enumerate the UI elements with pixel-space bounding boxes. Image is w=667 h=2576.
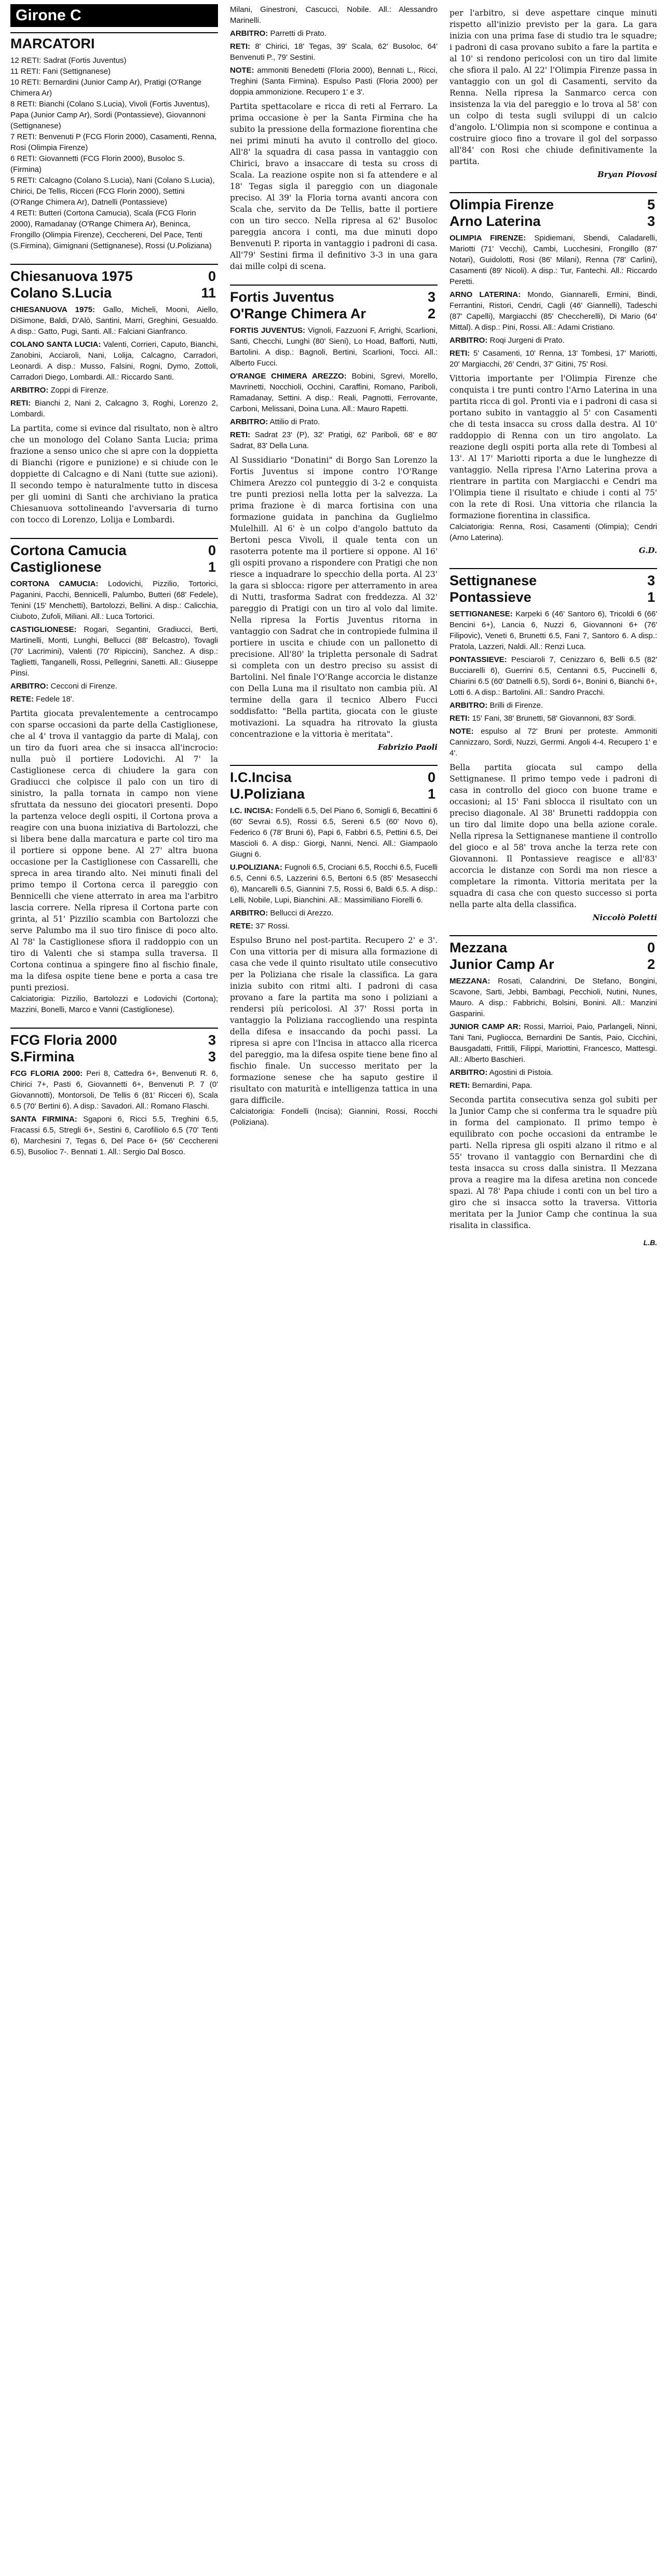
home-score: 3 bbox=[427, 289, 435, 305]
lineup-fact: ARNO LATERINA: Mondo, Giannarelli, Ermini, Bindi, Ferrantini, Ristori, Cendri, Cagli (46' Giannelli), Tadeschi (87' Capelli), Margiacchi (85' Checcherelli), Di Mario (64' Mittal). A disp.: Pini, Rossi. All.: Adami Cristiano. bbox=[450, 290, 657, 332]
lineup-fact: FORTIS JUVENTUS: Vignoli, Fazzuoni F, Arrighi, Scarlioni, Santi, Checchi, Lunghi (80' Sieni), Lo Hoad, Bafforti, Nutti, Bartolini. A disp.: Bagnoli, Bertini, Scarlioni, Tocci. All.: Alberto Fucci. bbox=[230, 326, 438, 368]
scorer-line: 6 RETI: Giovannetti (FCG Florin 2000), Busoloc S. (Firmina) bbox=[10, 154, 185, 174]
match-report: Bella partita giocata sul campo della Settignanese. Il primo tempo vede i padroni di casa in controllo del gioco con buone trame e occasioni; al 15' Fani sblocca il risultato con un preciso diagonale. Al 38' Brunetti raddoppia con un tiro dal limite dopo una bella azione corale. Nella ripresa la Settignanese mantiene il controllo del gioco e al 58' trova anche la terza rete con Giovannoni. Il Pontassieve reagisce e all'83' accorcia le distanze con Sordi ma non riesce a completare la rimonta. Vittoria meritata per la squadra di casa che con questo successo si porta nella parte alta della classifica. bbox=[450, 763, 657, 909]
lineup-fact: SETTIGNANESE: Karpeki 6 (46' Santoro 6), Tricoldi 6 (66' Bencini 6+), Lancia 6, Nuzzi 6, Giovannoni 6+ (76' Filipovic), Veneti 6, Brunetti 6.5, Fani 7, Santoro 6. A disp.: Pratola, Lazzeri, Naldi. All.: Renzi Luca. bbox=[450, 610, 657, 651]
away-team: Pontassieve bbox=[450, 589, 532, 605]
scorer-line: 12 RETI: Sadrat (Fortis Juventus) bbox=[10, 56, 127, 65]
home-team: Olimpia Firenze bbox=[450, 197, 554, 212]
referee-fact: ARBITRO: Bellucci di Arezzo. bbox=[230, 909, 334, 918]
away-team: Junior Camp Ar bbox=[450, 956, 554, 972]
match-fcg bbox=[10, 1028, 218, 1157]
column-3 bbox=[450, 4, 657, 2566]
away-score: 3 bbox=[208, 1049, 216, 1064]
away-team: Arno Laterina bbox=[450, 213, 541, 229]
home-team-row bbox=[230, 289, 438, 305]
referee-fact: ARBITRO: Attilio di Prato. bbox=[230, 417, 320, 426]
match-report: Partita giocata prevalentemente a centrocampo con sparse occasioni da parte della Castiglionese, che al 4' trova il vantaggio da parte di Malaj, con un tiro da fuori area che si insacca all'incrocio: nulla può il portiere Lodovichi. Al 7' la Castiglionese cerca di chiudere la gara con Gradiucci che colpisce il palo con un tiro di sinistro, la palla tornata in campo non viene sfruttata da nessuno dei giocatori presenti. Dopo la partenza veloce degli ospiti, il Cortona prova a reagire con una buona iniziativa di Bartolozzi, che si libera bene dalla marcatura e parte col tiro ma il portiere si oppone bene. Al 27' altra buona occasione per la Castiglionese con Cassarelli, che spreca in area tirando alto. Nei minuti finali del primo tempo il Cortona cerca il pareggio con Bennicelli che viene atterrato in area ma l'arbitro lascia correre. Nella ripresa il Cortona parte con grinta, al 51' Pizzilio scambia con Bartolozzi che serve Palumbo ma il suo tiro finisce di poco alto. Al 78' la Castiglionese sfiora il raddoppio con un tiro di Valenti che si stampa sulla traversa. Il Cortona continua a spingere fino al fischio finale, ma la difesa ospite tiene bene e porta a casa tre punti preziosi. bbox=[10, 709, 218, 992]
match-header bbox=[450, 192, 657, 230]
column-1 bbox=[10, 32, 218, 2566]
match-report: Partita spettacolare e ricca di reti al Ferraro. La prima occasione è per la Santa Firmina che ha subito la pressione della formazione fiorentina che nei primi minuti ha avuto il controllo del gioco. All'8' la squadra di casa passa in vantaggio con Chirici, bravo a insaccare di testa su cross di Scala. La reazione ospite non si fa attendere e al 18' Tegas sigla il pareggio con un diagonale preciso. Al 39' la Floria torna avanti ancora con Scala che, servito da De Tellis, batte il portiere con un tiro secco. Nella ripresa al 62' Busoloc pareggia ancora i conti, ma due minuti dopo Benvenuti P. riporta in vantaggio i padroni di casa. All'79' Sestini firma il definitivo 3-3 in una gara dai mille colpi di scena. bbox=[230, 102, 438, 271]
match-report: La partita, come si evince dal risultato, non è altro che un monologo del Colano Santa Lucia; prima frazione a senso unico che si apre con la doppietta di Bianchi (rigore e punizione) e si chiude con le doppiette di Calcagno e di Nani (tutte sue azioni). Il secondo tempo è naturalmente tutto in discesa per gli uomini di Santi che archiviano la pratica Chiesanuova sottolineando l'avversaria di turno con tocco di Lorenzo, Lolija e Lombardi. bbox=[10, 424, 218, 524]
scorer-line: 4 RETI: Butteri (Cortona Camucia), Scala (FCG Florin 2000), Ramadanay (O'Range Chimera Ar), Beninca, Frongillo (Olimpia Firenze), Cecchereni, Del Pace, Tenti (S.Firmina), Gimignani (Settignanese), Rossi (U.Poliziana) bbox=[10, 209, 212, 250]
lineup-fact: I.C. INCISA: Fondelli 6.5, Del Piano 6, Somigli 6, Becattini 6 (60' Sevrai 6.5), Rossi 6.5, Sereni 6.5 (60' Novo 6), Federico 6 (78' Bruni 6), Papi 6, Fabbri 6.5, Pettini 6.5, Dei Mascioli 6. A disp.: Giorgi, Nanni, Nenci. All.: Giampaolo Giugni 6. bbox=[230, 806, 438, 859]
lineup-fact: OLIMPIA FIRENZE: Spidiemani, Sbendi, Caladarelli, Mariotti (71' Vecchi), Cambi, Lucchesini, Frongillo (87' Notari), Guidolotti, Rosi (86' Milani), Renna (78' Carlini), Casamenti (89' Nicoli). A disp.: Tur, Fantechi. All.: Riccardo Peretti. bbox=[450, 234, 658, 286]
scorer-line: 5 RETI: Calcagno (Colano S.Lucia), Nani (Colano S.Lucia), Chirici, De Tellis, Ricceri (FCG Florin 2000), Settini (O'Range Chimera Ar), Datnelli (Pontassieve) bbox=[10, 176, 215, 207]
away-score: 2 bbox=[647, 956, 655, 972]
home-score: 5 bbox=[647, 197, 655, 212]
byline: Bryan Piovosi bbox=[597, 170, 657, 179]
home-team: FCG Floria 2000 bbox=[10, 1032, 117, 1048]
scorers-title: MARCATORI bbox=[10, 32, 218, 52]
match-settignanese bbox=[450, 568, 657, 923]
scorer-line: 11 RETI: Fani (Settignanese) bbox=[10, 67, 111, 76]
match-olimpia bbox=[450, 192, 657, 556]
away-score: 3 bbox=[647, 213, 655, 229]
scorer-line: 7 RETI: Benvenuti P (FCG Florin 2000), Casamenti, Renna, Rosi (Olimpia Firenze) bbox=[10, 132, 217, 152]
away-score: 1 bbox=[647, 589, 655, 605]
home-team: Cortona Camucia bbox=[10, 543, 127, 558]
section-header: Girone C bbox=[10, 4, 218, 27]
home-team-row bbox=[10, 542, 218, 559]
home-team: Mezzana bbox=[450, 940, 508, 955]
home-team: Settignanese bbox=[450, 573, 537, 588]
match-chiesanuova bbox=[10, 264, 218, 525]
ratings-note: Calciatorigia: Pizzilio, Bartolozzi e Lodovichi (Cortona); Mazzini, Bonelli, Marco e Vanni (Castiglionese). bbox=[10, 994, 218, 1014]
lineup-fact: Milani, Ginestroni, Cascucci, Nobile. All.: Alessandro Marinelli. bbox=[230, 5, 438, 25]
match-header bbox=[10, 1028, 218, 1065]
lineup-fact: JUNIOR CAMP AR: Rossi, Marrioi, Paio, Parlangeli, Ninni, Tani Tani, Pugliocca, Bernardini De Santis, Paio, Cicchini, Bausgadatti, Frittili, Filippi, Mariottini, Francesco, Mattesgi. All.: Alberto Baschieri. bbox=[450, 1022, 657, 1064]
match-header bbox=[10, 538, 218, 575]
away-score: 1 bbox=[427, 786, 435, 802]
match-fortis bbox=[230, 285, 438, 752]
match-fcg-continued bbox=[230, 4, 438, 272]
goals-fact: RETI: Bianchi 2, Nani 2, Calcagno 3, Roghi, Lorenzo 2, Lombardi. bbox=[10, 399, 218, 419]
notes-fact: NOTE: ammoniti Benedetti (Floria 2000), Bennati L., Ricci, Treghini (Santa Firmina). Espulso Pasti (Floria 2000) per doppia ammonizione. Recupero 1' e 3'. bbox=[230, 66, 438, 97]
away-team-row bbox=[230, 786, 438, 802]
home-score: 3 bbox=[208, 1032, 216, 1048]
match-report: Espulso Bruno nel post-partita. Recupero 2' e 3'. Con una vittoria per di misura alla formazione di casa che vede il quinto risultato utile consecutivo per la Poliziana che risale la classifica. La gara inizia subito con ritmi alti. I padroni di casa provano a fare la partita ma sono i poliziani a rendersi più pericolosi. Al 37' Rossi porta in vantaggio la Poliziana raccogliendo una respinta della difesa e insaccando da pochi passi. La ripresa si apre con l'Incisa in attacco alla ricerca del pareggio, ma la difesa ospite tiene bene fino al fischio finale. Un successo meritato per la formazione senese che ha saputo gestire il risultato con maturità e intelligenza tattica in una gara difficile. bbox=[230, 936, 438, 1105]
column-2 bbox=[230, 4, 438, 2566]
match-cortona bbox=[10, 538, 218, 1015]
lineup-fact: CHIESANUOVA 1975: Gallo, Micheli, Mooni, Aiello, DiSimone, Baldi, D'Alò, Santini, Marri, Greghini, Gesualdo. A disp.: Gatto, Pugi, Santi. All.: Falciani Gianfranco. bbox=[10, 305, 218, 336]
home-team: I.C.Incisa bbox=[230, 770, 292, 785]
scorer-line: 10 RETI: Bernardini (Junior Camp Ar), Pratigi (O'Range Chimera Ar) bbox=[10, 78, 202, 98]
home-team-row bbox=[10, 1032, 218, 1048]
goals-fact: RETI: Sadrat 23' (P), 32' Pratigi, 62' Pariboli, 68' e 80' Sadrat, 83' Della Luna. bbox=[230, 430, 438, 450]
lineup-fact: FCG FLORIA 2000: Peri 8, Cattedra 6+, Benvenuti R. 6, Chirici 7+, Pasti 6, Giovannetti 6+, Benvenuti P. 7 (0' Giovannotti), Montorsoli, De Tellis 6 (81' Ricceri 6), Scala 6.5 (70' Bertini 6). A disp.: Savadori. All.: Romano Flaschi. bbox=[10, 1069, 219, 1111]
away-score: 11 bbox=[201, 285, 216, 301]
match-report: per l'arbitro, si deve aspettare cinque minuti rispetto all'inizio previsto per la gara. La gara inizia con una prima fase di studio tra le squadre; i padroni di casa provano subito a fare la partita e al 10' si rendono pericolosi con un tiro dal limite che sfiora il palo. Al 22' l'Olimpia Firenze passa in vantaggio con un gol di Casamenti, servito da Renna. Nella ripresa la Sanmarco cerca con insistenza la via del pareggio e lo trova al 58' con un colpo di testa sugli sviluppi di un calcio d'angolo. L'Olimpia non si scompone e continua a costruire gioco fino a trovare il gol del sorpasso all'84' con Rosi che chiude definitivamente la partita. bbox=[450, 8, 657, 166]
lineup-fact: COLANO SANTA LUCIA: Valenti, Corrieri, Caputo, Bianchi, Zanobini, Acciaroli, Nani, Lolija, Calcagno, Carradori, Leonardi. A disp.: Musso, Falsini, Rogni, Dymo, Zottoli, Carradori Diego, Lombardi. All.: Riccardo Santi. bbox=[10, 340, 218, 382]
byline: L.B. bbox=[643, 1238, 657, 1247]
lineup-fact: U.POLIZIANA: Fugnoli 6.5, Crociani 6.5, Rocchi 6.5, Fucelli 6.5, Cenni 6.5, Lazzerini 6.5, Bertoni 6.5 (85' Mesasecchi 6), Mancarelli 6.5, Giannini 7.5, Rossi 6, Baldi 6.5. A disp.: Lelli, Nobile, Lupi, Bianchini. All.: Massimiliano Fiorelli 6. bbox=[230, 863, 438, 905]
home-team-row bbox=[450, 196, 657, 213]
home-score: 0 bbox=[208, 268, 216, 284]
goals-fact: RETE: 37' Rossi. bbox=[230, 922, 290, 930]
goals-fact: RETI: Bernardini, Papa. bbox=[450, 1081, 533, 1090]
match-header bbox=[450, 935, 657, 973]
byline: Niccolò Poletti bbox=[592, 913, 657, 922]
lineup-fact: MEZZANA: Rosati, Calandrini, De Stefano, Bongini, Scavone, Sarti, Jebbi, Bambagi, Pecchioli, Nutini, Nunes, Mauro. A disp.: Fabbrichi, Bolsini, Bonini. All.: Manzini Gasparini. bbox=[450, 977, 657, 1018]
away-team-row bbox=[450, 589, 657, 605]
lineup-fact: CORTONA CAMUCIA: Lodovichi, Pizzilio, Tortorici, Paganini, Pacchi, Bennicelli, Palumbo, Butteri (68' Fedele), Tenini (15' Menchetti), Bartolozzi, Bellini. A disp.: Calicchia, Ciuboto, Zufoli, Miliani. All.: Luca Tortorici. bbox=[10, 579, 218, 621]
away-team: Castiglionese bbox=[10, 559, 102, 575]
away-team-row bbox=[10, 285, 218, 301]
match-report: Seconda partita consecutiva senza gol subiti per la Junior Camp che si conferma tra le squadre più in forma del campionato. Il primo tempo è equilibrato con poche occasioni da entrambe le parti. Nella ripresa gli ospiti alzano il ritmo e al 55' trovano il vantaggio con Bernardini che di testa insacca su cross dalla sinistra. Il Mezzana prova a reagire ma la difesa aretina non concede spazi. Al 78' Papa chiude i conti con un bel tiro a giro che si insacca sotto la traversa. Vittoria meritata per la Junior Camp che continua la sua risalita in classifica. bbox=[450, 1095, 657, 1230]
away-team-row bbox=[230, 305, 438, 322]
goals-fact: RETE: Fedele 18'. bbox=[10, 695, 74, 704]
match-header bbox=[230, 285, 438, 322]
match-report: Al Sussidiario "Donatini" di Borgo San Lorenzo la Fortis Juventus si impone contro l'O'Range Chimera Arezzo col punteggio di 3-2 e conquista tre punti preziosi nella lotta per la salvezza. La prima frazione è di marca fortisina con una formazione guidata in panchina da Guglielmo Mulelhill. Al 6' è un colpo d'angolo battuto da Bertoni pesca Vivoli, il quale tenta con un rasoterra potente ma il portiere si oppone. Al 16' gli ospiti provano a rispondere con Pratigi che non riesce a inquadrare lo specchio della porta. Al 23' la gara si sblocca: rigore per atterramento in area di Nutti, trasforma Sadrat con freddezza. Al 32' pareggio di Pratigi con un tiro al volo dal limite. Nella ripresa la Fortis Juventus ritorna in vantaggio con Sadrat che in contropiede fulmina il portiere in uscita e chiude con un pallonetto di precisione. All'80' la tripletta personale di Sadrat si completa con un destro preciso su assist di Bartolini. Nel finale l'O'Range accorcia le distanze con Della Luna ma il risultato non cambia più. Al termine della gara il tecnico Albero Fucci soddisfatto: "Bella partita, giocata con le giuste motivazioni. La squadra ha ritrovato la giusta concentrazione e la vittoria è meritata". bbox=[230, 455, 438, 739]
previous-match-continued bbox=[450, 7, 657, 180]
byline: G.D. bbox=[638, 546, 657, 555]
referee-fact: ARBITRO: Cecconi di Firenze. bbox=[10, 682, 117, 691]
referee-fact: ARBITRO: Brilli di Firenze. bbox=[450, 701, 543, 710]
home-team: Chiesanuova 1975 bbox=[10, 268, 133, 284]
lineup-fact: CASTIGLIONESE: Rogari, Segantini, Gradiucci, Berti, Martinelli, Monti, Lunghi, Bellucci (88' Belcastro), Tovagli (70' Lacrimini), Valenti (70' Ripiccini), Sanchez. A disp.: Taglietti, Tanganelli, Rossi, Pellegrini, Sanetti. All.: Giuseppe Pinsi. bbox=[10, 625, 218, 678]
byline: Fabrizio Paoli bbox=[377, 743, 438, 752]
referee-fact: ARBITRO: Agostini di Pistoia. bbox=[450, 1068, 553, 1077]
lineup-fact: O'RANGE CHIMERA AREZZO: Bobini, Sgrevi, Morello, Mavrinetti, Nocchioli, Occhini, Caraffini, Romano, Pariboli, Ramadanay, Settini. A disp.: Reali, Pagnotti, Ferrovante, Carboni, Melissani, Doina Luna. All.: Mauro Rapetti. bbox=[230, 372, 438, 413]
away-team: Colano S.Lucia bbox=[10, 285, 112, 301]
match-report: Vittoria importante per l'Olimpia Firenze che conquista i tre punti contro l'Arno Laterina in una partita ricca di gol. Pronti via e i padroni di casa si portano subito in vantaggio al 5' con Casamenti che di testa insacca su cross dalla destra. Al 10' raddoppio di Renna con un tiro angolato. La reazione degli ospiti porta alla rete di Tombesi al 13'. Al 17' Mariotti riporta a due le lunghezze di vantaggio. Nella ripresa l'Arno Laterina prova a rientrare in partita con Margiacchi e Cendri ma l'Olimpia tiene il risultato e chiude i conti al 75' con la rete di Rosi. Una vittoria che rilancia la formazione fiorentina in classifica. bbox=[450, 374, 657, 520]
home-score: 0 bbox=[647, 940, 655, 955]
home-team-row bbox=[450, 939, 657, 956]
goals-fact: RETI: 15' Fani, 38' Brunetti, 58' Giovannoni, 83' Sordi. bbox=[450, 714, 636, 723]
home-score: 0 bbox=[208, 543, 216, 558]
home-team-row bbox=[450, 572, 657, 589]
away-score: 2 bbox=[427, 306, 435, 321]
match-mezzana bbox=[450, 935, 657, 1247]
away-team: U.Poliziana bbox=[230, 786, 305, 802]
ratings-note: Calciatorigia: Fondelli (Incisa); Giannini, Rossi, Rocchi (Poliziana). bbox=[230, 1107, 438, 1127]
match-header bbox=[10, 264, 218, 301]
scorers-block bbox=[10, 32, 218, 251]
away-team: S.Firmina bbox=[10, 1049, 75, 1064]
home-score: 3 bbox=[647, 573, 655, 588]
scorer-line: 8 RETI: Bianchi (Colano S.Lucia), Vivoli (Fortis Juventus), Papa (Junior Camp Ar), Sordi (Pontassieve), Giovannoni (Settignanese) bbox=[10, 100, 210, 130]
notes-fact: NOTE: espulso al 72' Bruni per proteste. Ammoniti Cannizzaro, Sordi, Nuzzi, Gerrmi. Angoli 4-4. Recupero 1' e 4'. bbox=[450, 727, 657, 758]
lineup-fact: PONTASSIEVE: Pesciaroli 7, Cenizzaro 6, Belli 6.5 (82' Bucciarelli 6), Guerrini 6.5, Centanni 6.5, Puccinelli 6, Chiarini 6.5 (60' Datnelli 6.5), Sordi 6+, Bonini 6, Bianchi 6+, Lotti 6. A disp.: Bartolini. All.: Sandro Pracchi. bbox=[450, 655, 657, 697]
goals-fact: RETI: 8' Chirici, 18' Tegas, 39' Scala, 62' Busoloc, 64' Benvenuti P., 79' Sestini. bbox=[230, 42, 438, 62]
home-team-row bbox=[10, 268, 218, 285]
goals-fact: RETI: 5' Casamenti, 10' Renna, 13' Tombesi, 17' Mariotti, 20' Margiacchi, 26' Cendri, 37' Gitini, 75' Rosi. bbox=[450, 349, 658, 369]
home-team: Fortis Juventus bbox=[230, 289, 335, 305]
referee-fact: ARBITRO: Zoppi di Firenze. bbox=[10, 386, 109, 395]
away-team-row bbox=[10, 1048, 218, 1065]
lineup-fact: SANTA FIRMINA: Sgaponi 6, Ricci 5.5, Treghini 6.5, Fracassi 6.5, Stregli 6+, Sestini 6, Carofiliolo 6.5 (70' Tenti 6), Marchesini 7, Tegas 6, Del Pace 6+ (56' Cecchereni 6.5), Busolioc 7-. Bennati 1. All.: Sergio Dal Bosco. bbox=[10, 1115, 218, 1156]
home-score: 0 bbox=[427, 770, 435, 785]
away-team-row bbox=[450, 213, 657, 230]
away-team: O'Range Chimera Ar bbox=[230, 306, 366, 321]
scorers-list bbox=[10, 55, 218, 251]
match-header bbox=[230, 765, 438, 802]
ratings-note: Calciatorigia: Renna, Rosi, Casamenti (Olimpia); Cendri (Arno Laterina). bbox=[450, 522, 657, 542]
away-score: 1 bbox=[208, 559, 216, 575]
match-incisa bbox=[230, 765, 438, 1128]
referee-fact: ARBITRO: Parretti di Prato. bbox=[230, 29, 326, 38]
away-team-row bbox=[10, 559, 218, 575]
home-team-row bbox=[230, 769, 438, 786]
match-header bbox=[450, 568, 657, 605]
away-team-row bbox=[450, 956, 657, 973]
referee-fact: ARBITRO: Roqi Jurgeni di Prato. bbox=[450, 336, 565, 345]
